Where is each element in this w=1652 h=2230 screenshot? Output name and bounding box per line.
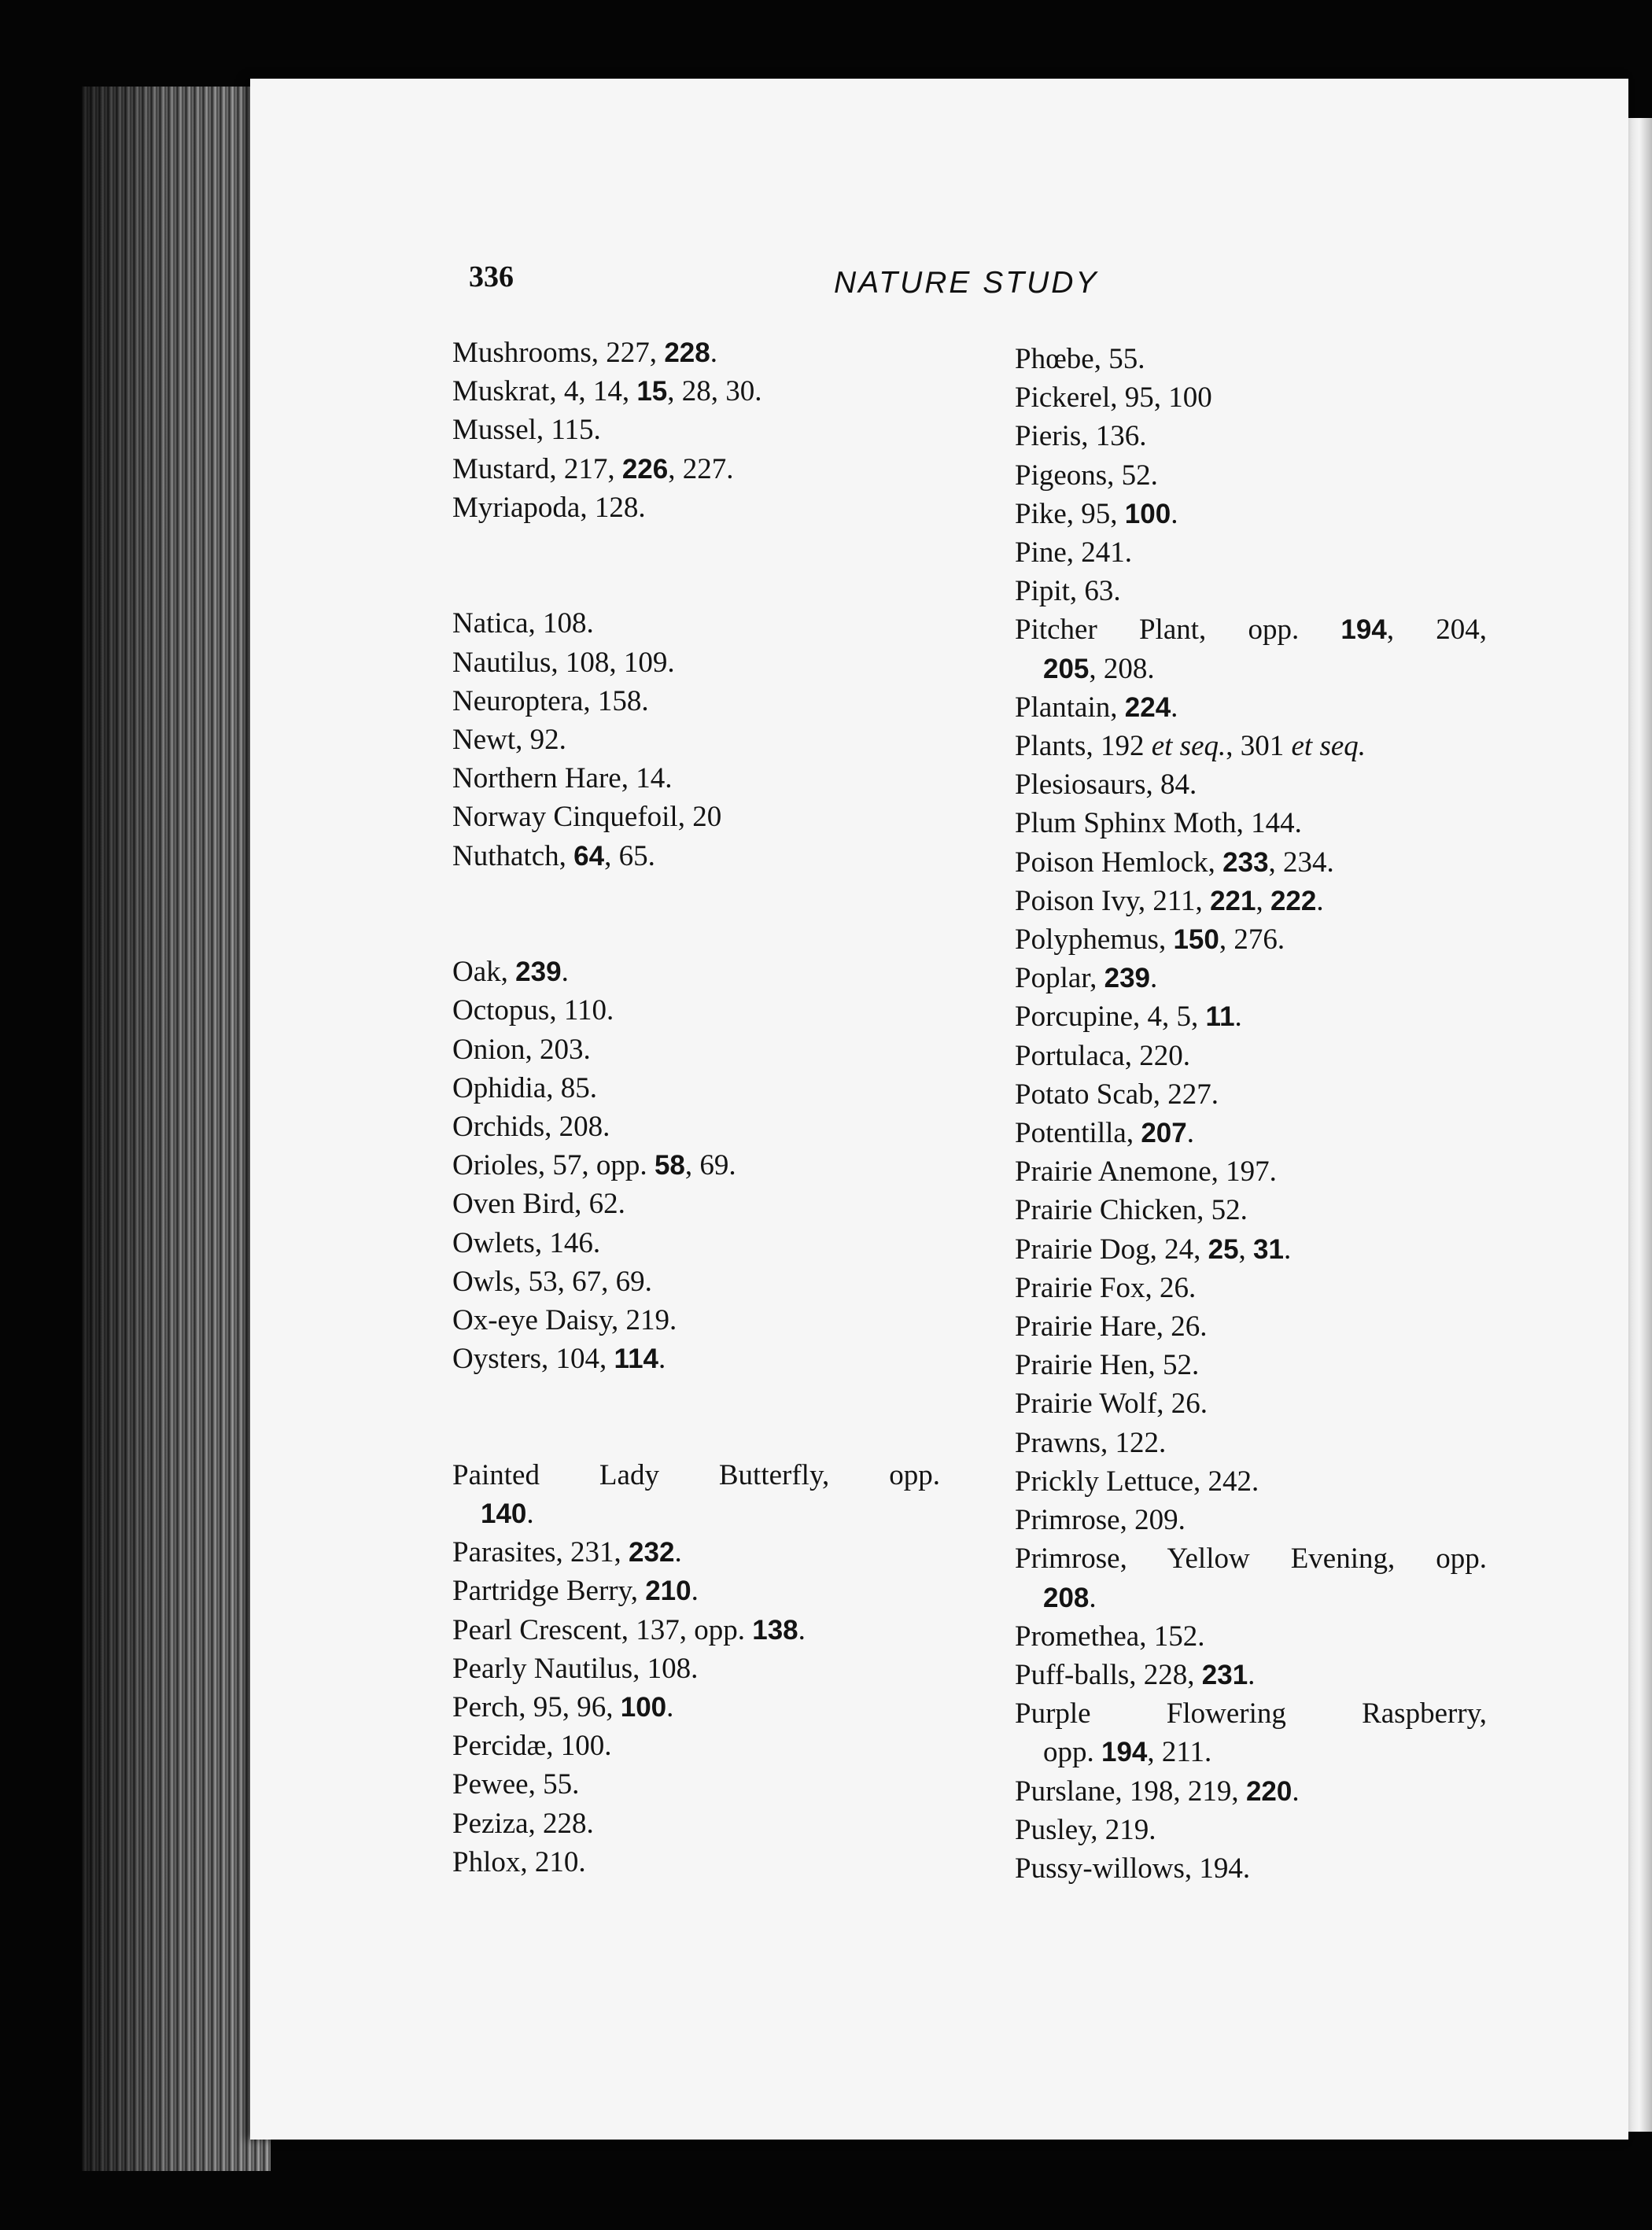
index-entry: Northern Hare, 14. [452, 762, 673, 795]
bold-page-ref: 224 [1124, 691, 1171, 723]
bold-page-ref: 11 [1205, 1001, 1235, 1033]
bold-page-ref: 194 [1101, 1737, 1148, 1768]
bold-page-ref: 231 [1201, 1659, 1248, 1690]
bold-page-ref: 140 [481, 1498, 527, 1529]
index-entry: Prairie Wolf, 26. [1015, 1388, 1208, 1421]
index-entry: Nuthatch, 64, 65. [452, 839, 655, 872]
bold-page-ref: 150 [1173, 924, 1219, 956]
bold-page-ref: 220 [1245, 1775, 1292, 1807]
index-entry: Orioles, 57, opp. 58, 69. [452, 1149, 736, 1182]
section-gap [452, 566, 940, 604]
bold-page-ref: 221 [1210, 885, 1256, 916]
index-entry: Newt, 92. [452, 724, 566, 756]
index-entry: Pussy-willows, 194. [1015, 1852, 1251, 1885]
index-entry: Poison Ivy, 211, 221, 222. [1015, 884, 1324, 917]
italic-text: et seq. [1151, 730, 1226, 763]
index-entry: Pewee, 55. [452, 1768, 580, 1801]
index-entry-continuation: 208. [1043, 1581, 1097, 1614]
index-entry: Porcupine, 4, 5, 11. [1015, 1001, 1242, 1034]
index-entry-continuation: 205, 208. [1043, 652, 1155, 685]
index-entry: Poison Hemlock, 233, 234. [1015, 846, 1334, 879]
bold-page-ref: 226 [621, 453, 669, 485]
index-entry: Owlets, 146. [452, 1226, 601, 1259]
bold-page-ref: 228 [664, 337, 710, 368]
index-entry: Perch, 95, 96, 100. [452, 1691, 674, 1724]
bold-page-ref: 233 [1222, 846, 1269, 878]
index-entry: Prairie Dog, 24, 25, 31. [1015, 1233, 1292, 1266]
index-entry: Phœbe, 55. [1015, 343, 1145, 375]
index-entry: Portulaca, 220. [1015, 1039, 1190, 1072]
bold-page-ref: 15 [636, 376, 668, 407]
index-entry: Pusley, 219. [1015, 1813, 1156, 1846]
page-number: 336 [469, 260, 514, 293]
bold-page-ref: 25 [1208, 1233, 1239, 1265]
bold-page-ref: 239 [515, 957, 562, 988]
index-entry: Prairie Hare, 26. [1015, 1310, 1208, 1344]
index-entry: Nautilus, 108, 109. [452, 646, 675, 679]
index-entry: Pine, 241. [1015, 536, 1133, 569]
index-entry: Peziza, 228. [452, 1807, 594, 1840]
index-entry: Pickerel, 95, 100 [1015, 381, 1212, 415]
index-entry: Mussel, 115. [452, 414, 601, 447]
bold-page-ref: 58 [654, 1150, 685, 1181]
index-entry: Primrose, 209. [1015, 1504, 1186, 1537]
index-entry: Oven Bird, 62. [452, 1188, 625, 1221]
bold-page-ref: 222 [1270, 885, 1317, 916]
index-entry: Pitcher Plant, opp. 194, 204, [1015, 614, 1487, 647]
bold-page-ref: 138 [752, 1614, 798, 1646]
index-entry: Muskrat, 4, 14, 15, 28, 30. [452, 375, 762, 408]
page-edges-shadow [82, 87, 271, 2171]
index-entry: Prickly Lettuce, 242. [1015, 1465, 1259, 1498]
index-entry: Ox-eye Daisy, 219. [452, 1304, 677, 1337]
bold-page-ref: 205 [1043, 653, 1090, 684]
index-entry: Prairie Hen, 52. [1015, 1349, 1200, 1382]
index-entry: Plum Sphinx Moth, 144. [1015, 807, 1302, 840]
index-entry: Neuroptera, 158. [452, 684, 649, 717]
index-entry: Potato Scab, 227. [1015, 1078, 1219, 1111]
italic-text: et seq. [1291, 730, 1366, 763]
bold-page-ref: 239 [1104, 963, 1151, 994]
index-entry: Painted Lady Butterfly, opp. [452, 1458, 940, 1491]
index-entry: Plants, 192 et seq., 301 et seq. [1015, 730, 1366, 763]
section-gap [452, 875, 940, 914]
index-entry: Octopus, 110. [452, 994, 614, 1027]
index-entry: Prairie Chicken, 52. [1015, 1194, 1248, 1227]
index-entry: Prairie Anemone, 197. [1015, 1156, 1277, 1189]
bold-page-ref: 100 [1124, 498, 1171, 529]
index-entry: Purple Flowering Raspberry, [1015, 1697, 1487, 1731]
bold-page-ref: 64 [573, 840, 605, 872]
bold-page-ref: 210 [645, 1576, 691, 1607]
index-entry: Plesiosaurs, 84. [1015, 769, 1197, 802]
bold-page-ref: 194 [1340, 614, 1387, 646]
index-entry: Natica, 108. [452, 607, 594, 640]
index-entry: Norway Cinquefoil, 20 [452, 801, 722, 834]
index-entry: Pearly Nautilus, 108. [452, 1652, 699, 1685]
index-entry: Poplar, 239. [1015, 962, 1158, 995]
index-entry: Onion, 203. [452, 1033, 591, 1066]
index-entry: Percidæ, 100. [452, 1730, 612, 1763]
index-entry: Primrose, Yellow Evening, opp. [1015, 1543, 1487, 1576]
index-entry-continuation: opp. 194, 211. [1043, 1736, 1212, 1769]
running-head: NATURE STUDY [834, 266, 1099, 300]
bold-page-ref: 31 [1253, 1233, 1284, 1265]
bold-page-ref: 207 [1141, 1118, 1187, 1149]
index-entry: Plantain, 224. [1015, 691, 1178, 724]
index-entry: Polyphemus, 150, 276. [1015, 923, 1285, 957]
index-entry: Prairie Fox, 26. [1015, 1271, 1197, 1304]
index-entry: Pieris, 136. [1015, 420, 1147, 453]
index-entry: Pigeons, 52. [1015, 459, 1158, 492]
index-entry: Pike, 95, 100. [1015, 497, 1178, 530]
index-entry: Promethea, 152. [1015, 1620, 1205, 1653]
index-entry: Oysters, 104, 114. [452, 1343, 666, 1376]
index-entry: Owls, 53, 67, 69. [452, 1265, 652, 1298]
index-entry: Parasites, 231, 232. [452, 1536, 682, 1569]
section-gap [452, 914, 940, 953]
index-entry-continuation: 140. [481, 1498, 534, 1530]
index-entry: Purslane, 198, 219, 220. [1015, 1775, 1300, 1808]
index-column-right [1015, 340, 1487, 1888]
section-gap [452, 1417, 940, 1456]
index-entry: Myriapoda, 128. [452, 491, 646, 524]
bold-page-ref: 100 [620, 1692, 667, 1723]
index-entry: Phlox, 210. [452, 1845, 586, 1878]
index-entry: Orchids, 208. [452, 1111, 610, 1143]
bold-page-ref: 208 [1043, 1582, 1090, 1613]
index-entry: Oak, 239. [452, 956, 569, 989]
bold-page-ref: 114 [614, 1344, 659, 1375]
index-entry: Potentilla, 207. [1015, 1117, 1194, 1150]
index-entry: Pipit, 63. [1015, 575, 1121, 608]
index-entry: Mustard, 217, 226, 227. [452, 452, 734, 485]
index-entry: Puff-balls, 228, 231. [1015, 1658, 1256, 1691]
index-entry: Pearl Crescent, 137, opp. 138. [452, 1613, 806, 1646]
index-entry: Partridge Berry, 210. [452, 1575, 699, 1608]
bold-page-ref: 232 [629, 1537, 675, 1568]
index-entry: Mushrooms, 227, 228. [452, 337, 717, 369]
section-gap [452, 1378, 940, 1417]
index-entry: Prawns, 122. [1015, 1426, 1167, 1459]
index-entry: Ophidia, 85. [452, 1071, 597, 1104]
section-gap [452, 527, 940, 566]
index-column-left [452, 334, 940, 1882]
